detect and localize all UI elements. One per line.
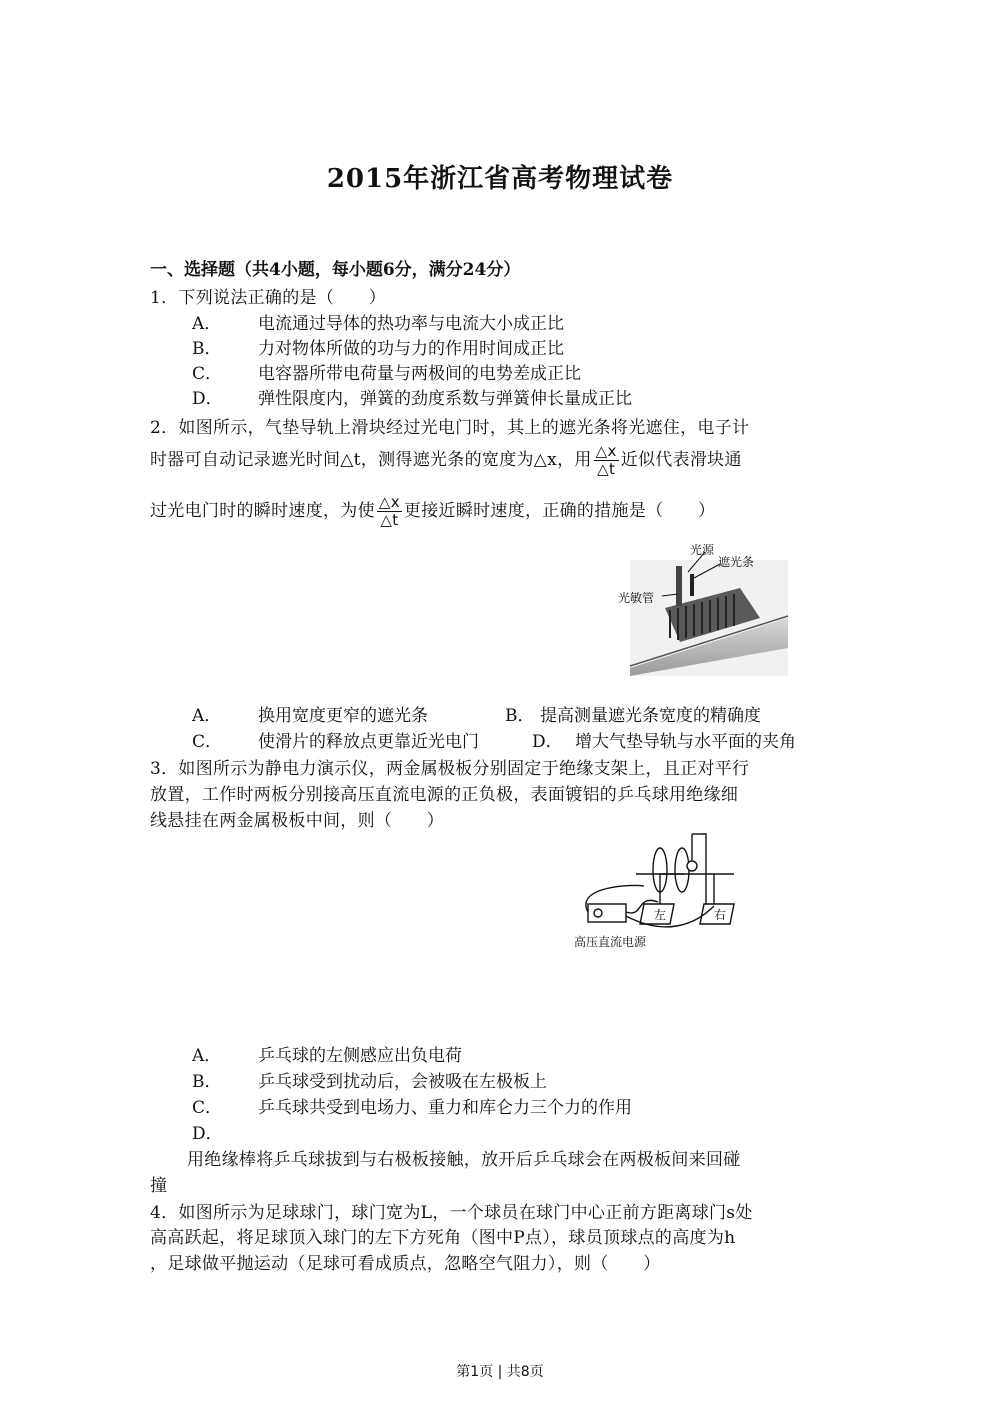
option-text: 弹性限度内，弹簧的劲度系数与弹簧伸长量成正比 bbox=[258, 389, 632, 409]
q1-option-a bbox=[0, 309, 1000, 333]
label-power-supply: 高压直流电源 bbox=[574, 935, 647, 949]
option-label: A． bbox=[192, 314, 222, 334]
photogate-post bbox=[676, 566, 682, 606]
label-light-strip: 遮光条 bbox=[718, 555, 755, 569]
page-footer: 第1页 | 共8页 bbox=[456, 1364, 544, 1380]
q3-option-d-text-line-2: 撞 bbox=[150, 1176, 168, 1196]
q3-line-2: 放置，工作时两板分别接高压直流电源的正负极，表面镀铝的乒乓球用绝缘细 bbox=[150, 785, 739, 805]
q4-line-3: ，足球做平抛运动（足球可看成质点，忽略空气阻力），则（ ） bbox=[150, 1254, 661, 1274]
option-label: D． bbox=[532, 732, 563, 752]
option-label: C． bbox=[192, 732, 223, 752]
section-heading: 一、选择题（共4小题，每小题6分，满分24分） bbox=[150, 260, 521, 280]
q1-option-d bbox=[0, 384, 1000, 408]
q2-line-2-text-a: 时器可自动记录遮光时间△t，测得遮光条的宽度为△x，用 bbox=[150, 450, 592, 470]
option-label: D． bbox=[192, 389, 223, 409]
option-label: D． bbox=[192, 1124, 223, 1144]
q4-line-1: 4．如图所示为足球球门，球门宽为L，一个球员在球门中心正前方距离球门s处 bbox=[150, 1203, 753, 1223]
label-left-base: 左 bbox=[654, 908, 667, 922]
q3-option-c bbox=[0, 1093, 1000, 1117]
q2-options-row-2 bbox=[0, 727, 1000, 751]
option-text: 电容器所带电荷量与两极间的电势差成正比 bbox=[258, 364, 581, 384]
q1-option-b bbox=[0, 334, 1000, 358]
option-text: 电流通过导体的热功率与电流大小成正比 bbox=[258, 314, 564, 334]
option-text: 使滑片的释放点更靠近光电门 bbox=[258, 732, 479, 752]
option-label: B． bbox=[505, 706, 535, 726]
option-text: 提高测量遮光条宽度的精确度 bbox=[540, 706, 761, 726]
option-text: 换用宽度更窄的遮光条 bbox=[258, 706, 428, 726]
q2-line-3-text-b: 更接近瞬时速度，正确的措施是（ ） bbox=[403, 501, 716, 521]
q3-line-1: 3．如图所示为静电力演示仪，两金属极板分别固定于绝缘支架上，且正对平行 bbox=[150, 759, 750, 779]
air-track-photogate-figure bbox=[610, 538, 790, 678]
q2-line-3-text-a: 过光电门时的瞬时速度，为使 bbox=[150, 501, 375, 521]
option-label: B． bbox=[192, 1072, 222, 1092]
option-text: 乒乓球共受到电场力、重力和库仑力三个力的作用 bbox=[258, 1098, 632, 1118]
label-light-source: 光源 bbox=[690, 543, 715, 557]
q2-line-2-text-b: 近似代表滑块通 bbox=[620, 450, 742, 470]
option-label: A． bbox=[192, 706, 222, 726]
q1-stem: 1．下列说法正确的是（ ） bbox=[150, 288, 387, 308]
q2-line-3 bbox=[150, 494, 715, 529]
right-plate bbox=[675, 848, 689, 892]
q3-option-a bbox=[0, 1041, 1000, 1065]
q2-options-row-1 bbox=[0, 701, 1000, 725]
ping-pong-ball bbox=[687, 861, 697, 871]
page-title: 2015年浙江省高考物理试卷 bbox=[326, 164, 674, 194]
fraction-denominator: △t bbox=[597, 460, 616, 478]
q2-line-1: 2．如图所示，气垫导轨上滑块经过光电门时，其上的遮光条将光遮住，电子计 bbox=[150, 418, 750, 438]
fraction-dx-dt bbox=[594, 443, 619, 478]
option-label: B． bbox=[192, 339, 222, 359]
option-text: 增大气垫导轨与水平面的夹角 bbox=[575, 732, 796, 752]
option-label: C． bbox=[192, 364, 223, 384]
q1-option-c bbox=[0, 359, 1000, 383]
q4-line-2: 高高跃起，将足球顶入球门的左下方死角（图中P点），球员顶球点的高度为h bbox=[150, 1228, 736, 1248]
q3-option-d-text-line-1: 用绝缘棒将乒乓球拔到与右极板接触，放开后乒乓球会在两极板间来回碰 bbox=[187, 1150, 741, 1170]
fraction-numerator: △x bbox=[378, 493, 400, 511]
q3-option-d bbox=[0, 1119, 1000, 1143]
electrostatic-demo-figure bbox=[574, 826, 754, 956]
q2-line-2 bbox=[150, 443, 742, 478]
q3-option-b bbox=[0, 1067, 1000, 1091]
light-blocking-strip bbox=[690, 574, 694, 596]
fraction-numerator: △x bbox=[595, 442, 617, 460]
q3-line-3: 线悬挂在两金属极板中间，则（ ） bbox=[150, 811, 445, 831]
fraction-denominator: △t bbox=[380, 511, 399, 529]
fraction-dx-dt bbox=[377, 494, 402, 529]
option-label: A． bbox=[192, 1046, 222, 1066]
label-right-base: 右 bbox=[714, 908, 727, 922]
option-label: C． bbox=[192, 1098, 223, 1118]
option-text: 力对物体所做的功与力的作用时间成正比 bbox=[258, 339, 564, 359]
option-text: 乒乓球受到扰动后，会被吸在左极板上 bbox=[258, 1072, 547, 1092]
label-photosensitive-tube: 光敏管 bbox=[618, 591, 655, 605]
option-text: 乒乓球的左侧感应出负电荷 bbox=[258, 1046, 462, 1066]
